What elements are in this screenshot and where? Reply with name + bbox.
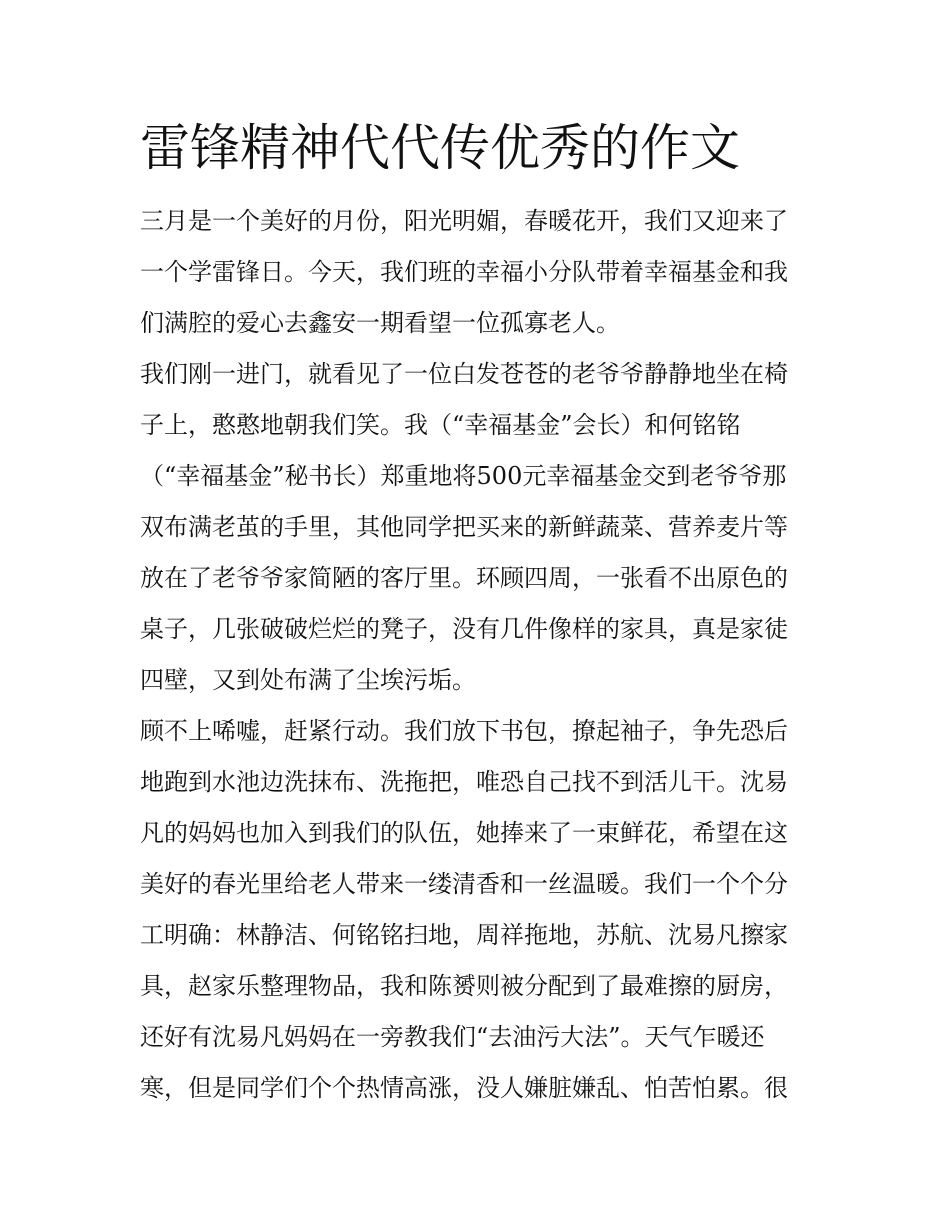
- text-line: 我们刚一进门，就看见了一位白发苍苍的老爷爷静静地坐在椅: [140, 360, 788, 388]
- text-line: 凡的妈妈也加入到我们的队伍，她捧来了一束鲜花，希望在这: [140, 819, 788, 847]
- text-line: 们满腔的爱心去鑫安一期看望一位孤寡老人。: [140, 309, 620, 337]
- text-line: （“幸福基金”秘书长）郑重地将500元幸福基金交到老爷爷那: [140, 462, 787, 490]
- text-line: 桌子，几张破破烂烂的凳子，没有几件像样的家具，真是家徒: [140, 615, 788, 643]
- text-line: 四壁，又到处布满了尘埃污垢。: [140, 666, 476, 694]
- document-title: 雷锋精神代代传优秀的作文: [140, 119, 740, 177]
- text-line: 美好的春光里给老人带来一缕清香和一丝温暖。我们一个个分: [140, 870, 788, 898]
- text-line: 顾不上唏嘘，赶紧行动。我们放下书包，撩起袖子，争先恐后: [140, 717, 788, 745]
- text-line: 寒，但是同学们个个热情高涨，没人嫌脏嫌乱、怕苦怕累。很: [140, 1074, 788, 1102]
- text-line: 放在了老爷爷家简陋的客厅里。环顾四周，一张看不出原色的: [140, 564, 788, 592]
- text-line: 双布满老茧的手里，其他同学把买来的新鲜蔬菜、营养麦片等: [140, 513, 788, 541]
- text-line: 具，赵家乐整理物品，我和陈赟则被分配到了最难擦的厨房，: [140, 972, 788, 1000]
- text-line: 子上，憨憨地朝我们笑。我（“幸福基金”会长）和何铭铭: [140, 411, 741, 439]
- text-line: 三月是一个美好的月份，阳光明媚，春暖花开，我们又迎来了: [140, 207, 788, 235]
- text-line: 工明确：林静洁、何铭铭扫地，周祥拖地，苏航、沈易凡擦家: [140, 921, 788, 949]
- text-line: 还好有沈易凡妈妈在一旁教我们“去油污大法”。天气乍暖还: [140, 1023, 765, 1051]
- text-line: 一个学雷锋日。今天，我们班的幸福小分队带着幸福基金和我: [140, 258, 788, 286]
- text-line: 地跑到水池边洗抹布、洗拖把，唯恐自己找不到活儿干。沈易: [140, 768, 788, 796]
